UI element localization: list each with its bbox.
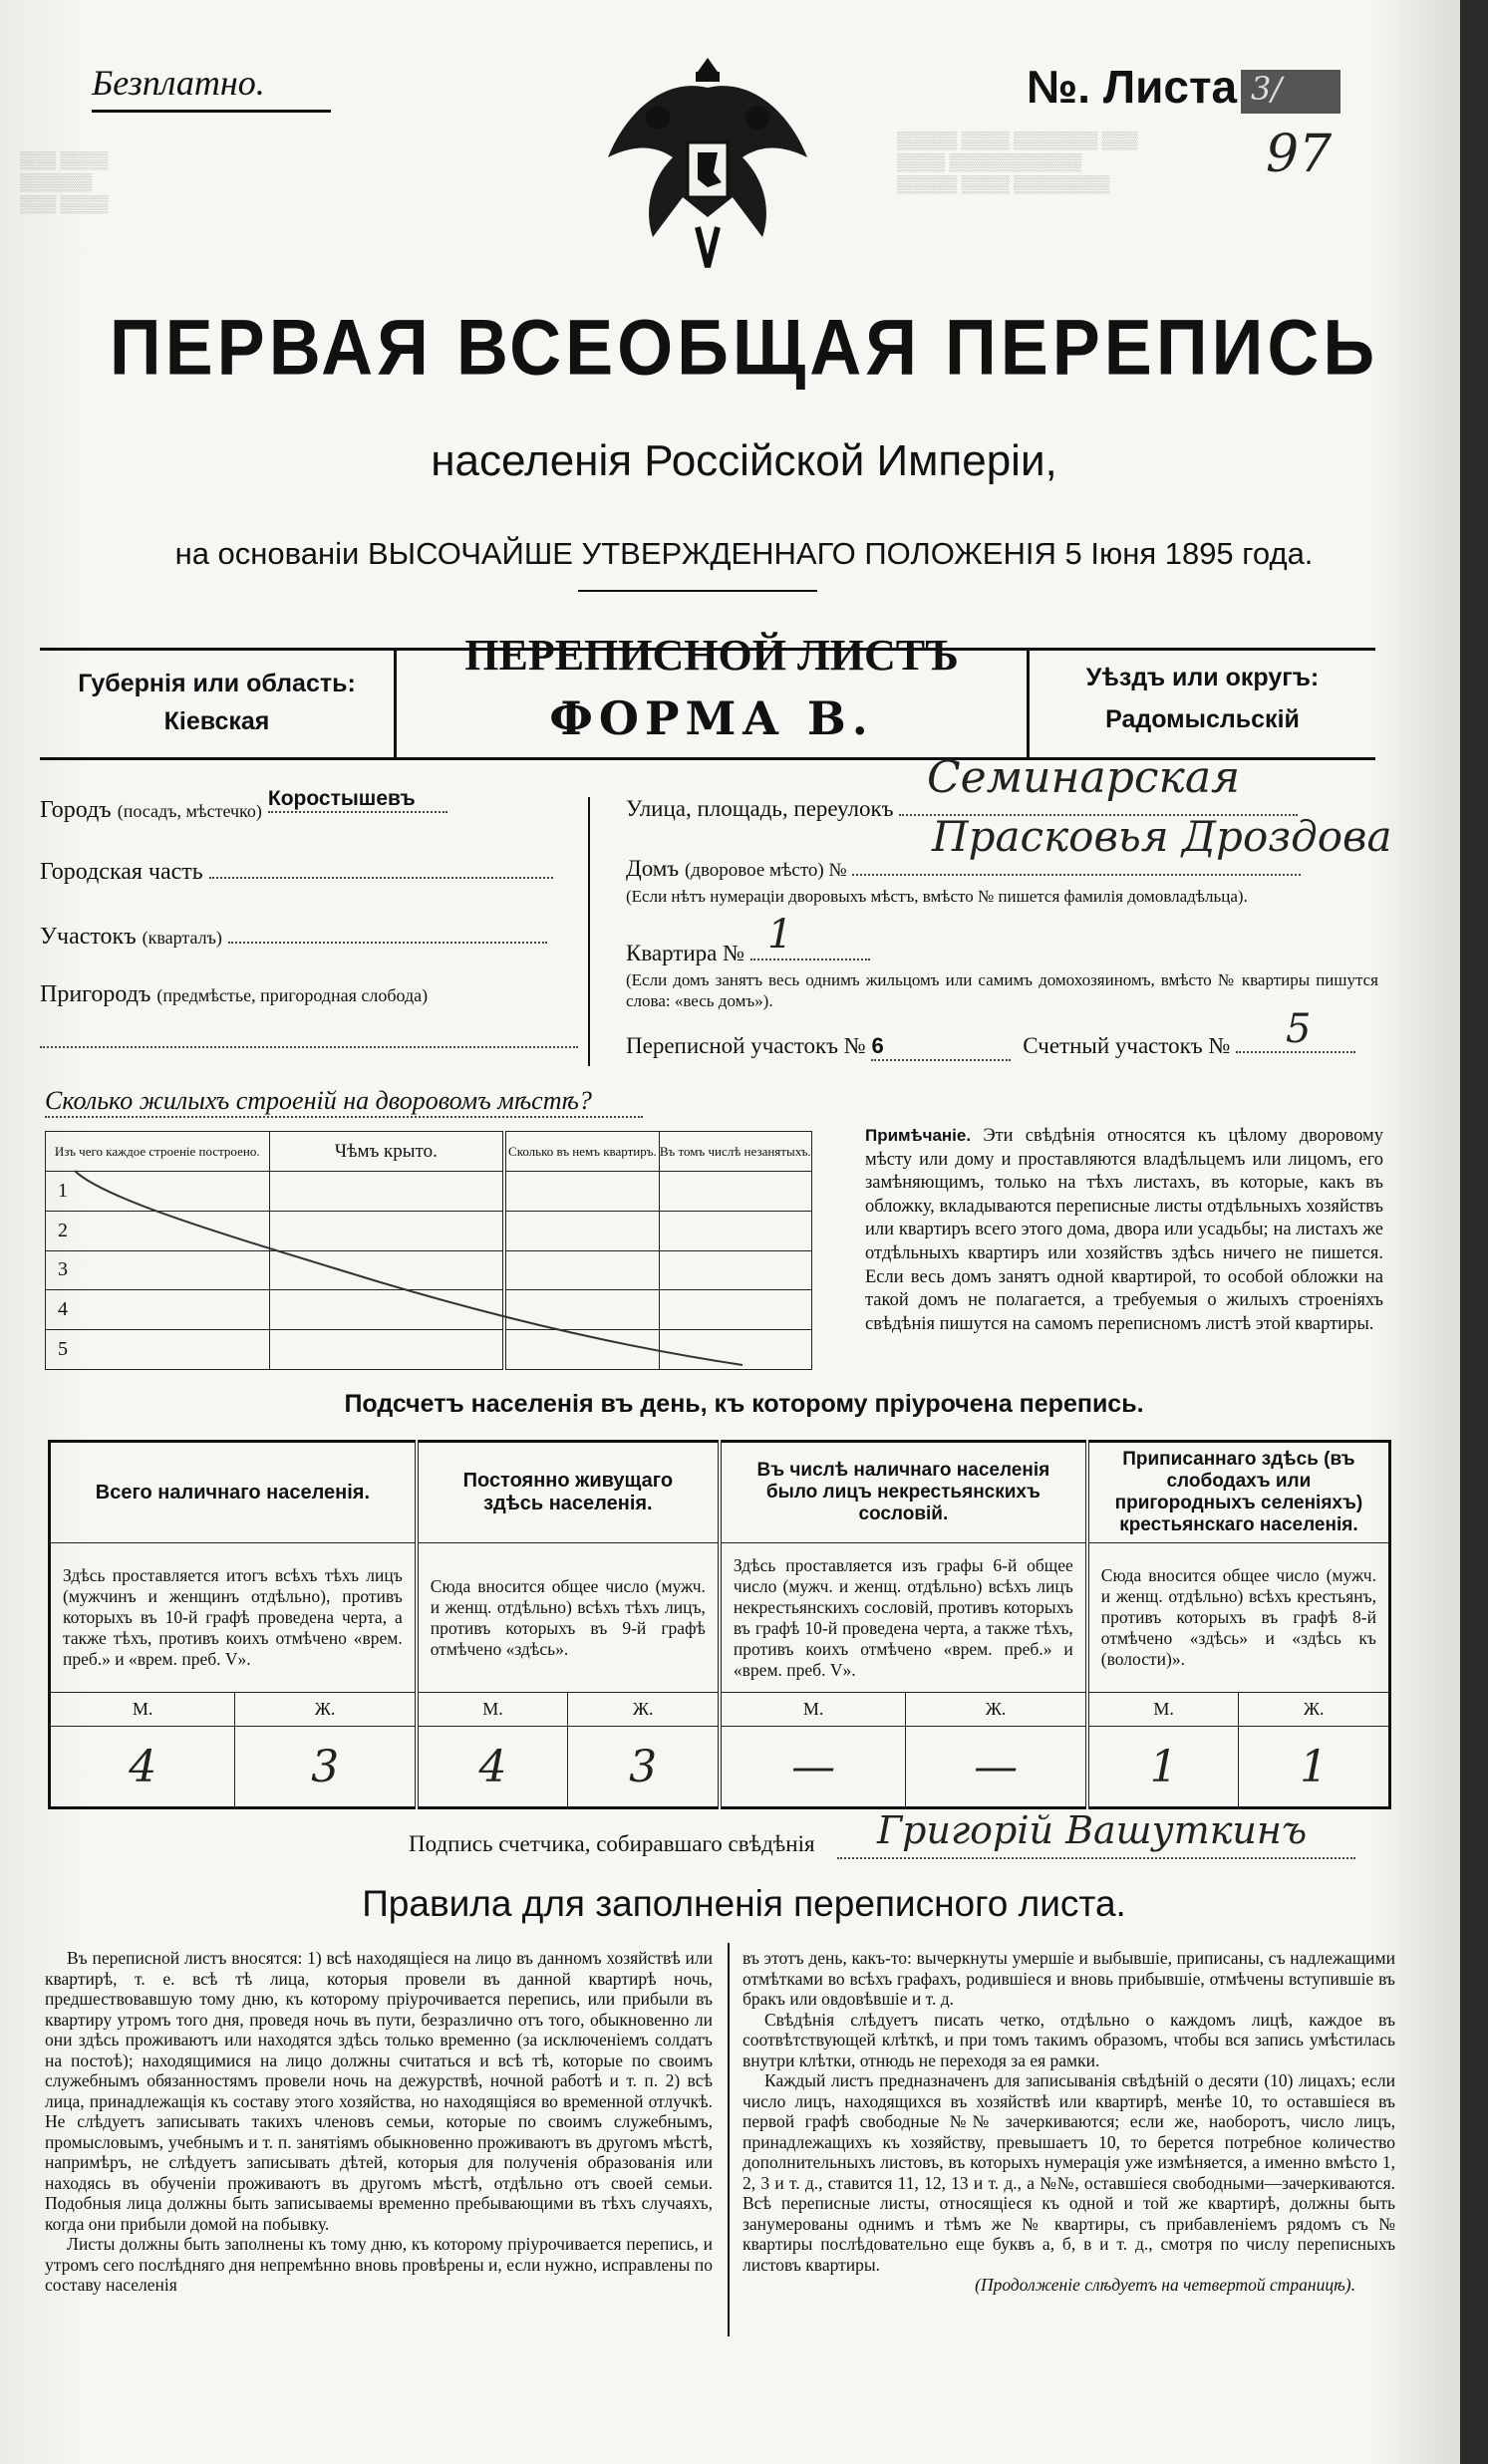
bleed-through-right: ▒▒▒▒▒ ▒▒▒▒ ▒▒▒▒▒▒▒ ▒▒▒ ▒▒▒▒ ▒▒▒▒▒▒▒▒▒▒▒ ▒▒▒▒▒ ▒▒▒▒ ▒▒▒▒▒▒▒▒ [897, 131, 1138, 193]
suburb-hint: (предмѣстье, пригородная слобода) [156, 985, 429, 1005]
basis-line: на основаніи ВЫСОЧАЙШЕ УТВЕРЖДЕННАГО ПОЛОЖЕНІЯ 5 Іюня 1895 года. [174, 536, 1314, 571]
count-total-f: 3 [235, 1727, 417, 1808]
rules-column-divider [728, 1943, 730, 2336]
districts-row [626, 1029, 1383, 1061]
city-part-row [40, 857, 578, 886]
buildings-row: 4 [46, 1290, 812, 1330]
district-row [40, 922, 578, 951]
house-label: Домъ [626, 856, 680, 881]
district-hint: (кварталъ) [142, 928, 222, 948]
apt-label: Квартира № [626, 941, 745, 965]
main-title: ПЕРВАЯ ВСЕОБЩАЯ ПЕРЕПИСЬ [109, 304, 1379, 392]
count-total-m: 4 [50, 1727, 235, 1808]
uezd-value: Радомысльскій [1105, 705, 1300, 733]
count-values-row [50, 1727, 1390, 1808]
rules-right-column [743, 1948, 1395, 2296]
title-divider [578, 590, 817, 592]
census-district-label: Переписной участокъ № [626, 1033, 866, 1058]
buildings-row: 5 [46, 1330, 812, 1370]
imperial-eagle-emblem [598, 48, 817, 287]
gubernia-value: Кіевская [163, 707, 270, 735]
address-column-divider [588, 797, 590, 1066]
note-block [865, 1124, 1383, 1336]
count-district-value: 5 [1286, 1006, 1312, 1052]
buildings-header-vacant: Въ томъ числѣ незанятыхъ. [659, 1132, 811, 1172]
gubernia-label: Губернія или область: [78, 670, 356, 697]
count-peasant-f: 1 [1239, 1727, 1390, 1808]
count-permanent-f: 3 [568, 1727, 720, 1808]
street-value: Семинарская [927, 752, 1241, 803]
bleed-through-left: ▒▒▒ ▒▒▒▒ ▒▒▒▒▒▒ ▒▒▒ ▒▒▒▒ [20, 150, 109, 213]
count-body-permanent: Сюда вносится общее число (мужч. и женщ. отдѣльно) всѣхъ тѣхъ лицъ, противъ которыхъ въ 9-й графѣ отмѣчено «здѣсь». [417, 1543, 720, 1693]
district-label: Участокъ [40, 924, 137, 950]
count-head-nonpeasant: Въ числѣ наличнаго населенія было лицъ некрестьянскихъ сословій. [720, 1442, 1087, 1543]
city-hint: (посадъ, мѣстечко) [117, 801, 262, 821]
city-row [40, 787, 578, 825]
rules-right-paragraph: Каждый листъ предназначенъ для записыванія свѣдѣній о десяти (10) лицахъ; если число лицъ, находящихся въ хозяйствѣ или квартирѣ, менѣе 10, то оставшіеся въ первой графѣ свободные №№ зачеркиваются; если же, наоборотъ, число лицъ, принадлежащихъ къ хозяйству, превышаетъ 10, то берется потребное количество дополнительныхъ листовъ, въ которыхъ нумерація уже измѣняется, а именно вмѣсто 1, 2, 3 и т. д., ставится 11, 12, 13 и т. д., а №№, оставшіеся свободными—зачеркиваются. Всѣ переписные листы, относящіеся къ одной и той же квартирѣ, должны быть занумерованы однимъ и тѣмъ же № квартиры, съ прибавленіемъ рядомъ съ № квартиры послѣдовательно еще буквъ а, б, в и т. д., смотря по числу переписныхъ листовъ квартиры. [743, 2070, 1395, 2275]
sheet-number: 97 [1266, 125, 1333, 184]
city-part-label: Городская часть [40, 859, 203, 885]
buildings-header-roof: Чѣмъ крыто. [269, 1132, 504, 1172]
count-head-total: Всего наличнаго населенія. [50, 1442, 417, 1543]
count-body-total: Здѣсь проставляется итогъ всѣхъ тѣхъ лицъ (мужчинъ и женщинъ отдѣльно), противъ которыхъ въ 10-й графѣ проведена черта, а также тѣхъ, противъ коихъ отмѣчено «врем. преб.» и «врем. преб. V». [50, 1543, 417, 1693]
form-title: ПЕРЕПИСНОЙ ЛИСТЪ [464, 631, 959, 680]
sub-title: населенія Россійской Имперіи, [431, 436, 1057, 485]
buildings-header-material: Изъ чего каждое строеніе построено. [46, 1132, 270, 1172]
street-label: Улица, площадь, переулокъ [626, 796, 894, 821]
form-label: ФОРМА В. [549, 691, 874, 745]
count-nonpeasant-f: — [906, 1727, 1087, 1808]
free-label: Безплатно. [92, 63, 265, 103]
signature-line [837, 1855, 1355, 1859]
rules-continued: (Продолженіе слѣдуетъ на четвертой страницѣ). [975, 2275, 1355, 2295]
count-mf-header-row: М. Ж. М. Ж. М. Ж. М. Ж. [50, 1693, 1390, 1727]
count-district-label: Счетный участокъ № [1023, 1033, 1231, 1058]
city-value: Коростышевъ [268, 787, 447, 813]
count-nonpeasant-m: — [720, 1727, 906, 1808]
rules-title: Правила для заполненія переписного листа. [362, 1883, 1126, 1924]
city-part-value-line [209, 857, 553, 879]
note-text: Эти свѣдѣнія относятся къ цѣлому дворовому мѣсту или дому и проставляются владѣльцемъ или лицомъ, его замѣняющимъ, только на тѣхъ листахъ, въ которые, какъ въ обложку, вкладываются переписные листы отдѣльныхъ хозяйствъ или квартиръ всего этого дома, двора или усадьбы; на листахъ же отдѣльныхъ квартиръ или хозяйствъ здѣсь ничего не пишется. Если весь домъ занятъ одной квартирой, то особой обложки на такой домъ не полагается, а требуемыя о жилыхъ строеніяхъ свѣдѣнія пишутся на самомъ переписномъ листѣ этой квартиры. [865, 1126, 1383, 1334]
signature-label: Подпись счетчика, собиравшаго свѣдѣнія [409, 1831, 815, 1856]
count-title: Подсчетъ населенія въ день, къ которому пріурочена перепись. [344, 1390, 1144, 1418]
buildings-row: 1 [46, 1172, 812, 1212]
buildings-row: 2 [46, 1211, 812, 1250]
suburb-label: Пригородъ [40, 981, 151, 1007]
rules-left-paragraph: Въ переписной листъ вносятся: 1) всѣ находящіеся на лицо въ данномъ хозяйствѣ или квартирѣ, т. е. всѣ тѣ лица, которыя провели въ данной квартирѣ ночь, предшествовавшую тому дню, къ которому пріурочивается перепись, или прибыли въ квартиру утромъ того дня, проведя ночь въ пути, безразлично отъ того, обыкновенно ли они здѣсь проживаютъ или находятся здѣсь только временно (за исключеніемъ солдатъ на постоѣ); находящимися на лицо должны считаться и всѣ тѣ, которые по своимъ служебнымъ обязанностямъ провели ночь на дежурствѣ, ночной работѣ и т. п. 2) всѣ лица, принадлежащія къ составу этого хозяйства, но находящіяся во временной отлучкѣ. Не слѣдуетъ записывать такихъ членовъ семьи, которые по своимъ служебнымъ, промысловымъ, учебнымъ и т. п. занятіямъ обыкновенно проживаютъ въ другомъ мѣстѣ, напримѣръ, не слѣдуетъ записывать дѣтей, которыя для полученія образованія или находясь въ обученіи проживаютъ въ другомъ мѣстѣ, отдѣльно отъ своей семьи. Подобныя лица должны быть записываемы временно пребывающими въ тѣхъ случаяхъ, когда они прибыли домой на побывку. [45, 1948, 713, 2234]
count-head-peasant: Приписаннаго здѣсь (въ слободахъ или пригородныхъ селеніяхъ) крестьянскаго населенія. [1087, 1442, 1390, 1543]
apt-row [626, 937, 870, 966]
count-table [48, 1440, 1391, 1809]
city-label: Городъ [40, 797, 112, 823]
buildings-strike-line [45, 1131, 812, 1370]
rules-left-column [45, 1948, 713, 2296]
apt-value: 1 [767, 912, 793, 958]
buildings-question-line [45, 1116, 643, 1118]
count-head-permanent: Постоянно живущаго здѣсь населенія. [417, 1442, 720, 1543]
house-value: Прасковья Дроздова [932, 812, 1392, 861]
rules-left-paragraph: Листы должны быть заполнены къ тому дню, къ которому пріурочивается перепись, и утромъ сего послѣдняго дня непремѣнно вновь провѣрены и, если нужно, исправлены по составу населенія [45, 2234, 713, 2295]
free-label-underline [92, 110, 331, 113]
buildings-row: 3 [46, 1250, 812, 1290]
rules-right-paragraph: Свѣдѣнія слѣдуетъ писать четко, отдѣльно о каждомъ лицѣ, каждое въ соотвѣтствующей клѣткѣ, и при томъ такимъ образомъ, чтобы вся запись умѣстилась внутри клѣтки, отнюдь не переходя за ея рамки. [743, 2009, 1395, 2070]
signature-value: Григорій Вашуткинъ [877, 1808, 1308, 1852]
suburb-value-line [40, 1036, 578, 1048]
uezd-label: Уѣздъ или округъ: [1085, 664, 1320, 691]
apt-note: (Если домъ занятъ весь однимъ жильцомъ или самимъ домохозяиномъ, вмѣсто № квартиры пишутся слова: «весь домъ»). [626, 970, 1378, 1010]
district-value-line [228, 922, 547, 944]
count-body-nonpeasant: Здѣсь проставляется изъ графы 6-й общее число (мужч. и женщ. отдѣльно) всѣхъ лицъ некрестьянскихъ сословій, противъ которыхъ въ графѣ 10-й проведена черта, а также тѣхъ, противъ коихъ отмѣчено «врем. преб.» и «врем. преб. V». [720, 1543, 1087, 1693]
sheet-old-number: 3/ [1251, 70, 1283, 108]
note-label: Примѣчаніе. [865, 1126, 972, 1145]
house-hint: (дворовое мѣсто) № [684, 860, 847, 881]
census-district-value: 6 [871, 1033, 1011, 1061]
count-peasant-m: 1 [1087, 1727, 1239, 1808]
sheet-number-label: №. Листа [1027, 61, 1238, 113]
house-note: (Если нѣтъ нумераціи дворовыхъ мѣстъ, вмѣсто № пишется фамилія домовладѣльца). [626, 887, 1248, 906]
buildings-question: Сколько жилыхъ строеній на дворовомъ мѣстѣ? [45, 1086, 592, 1115]
buildings-header-apartments: Сколько въ немъ квартиръ. [504, 1132, 659, 1172]
rules-right-paragraph: въ этотъ день, какъ-то: вычеркнуты умершіе и выбывшіе, приписаны, съ надлежащими отмѣтками во всѣхъ графахъ, родившіеся и вновь прибывшіе, отмѣчены вступившіе въ бракъ или овдовѣвшіе и т. д. [743, 1948, 1395, 2009]
count-body-peasant: Сюда вносится общее число (мужч. и женщ. отдѣльно) всѣхъ крестьянъ, противъ которыхъ въ графѣ 8-й отмѣчено «здѣсь» и «здѣсь къ (волости)». [1087, 1543, 1390, 1693]
suburb-row [40, 981, 598, 1008]
count-permanent-m: 4 [417, 1727, 568, 1808]
